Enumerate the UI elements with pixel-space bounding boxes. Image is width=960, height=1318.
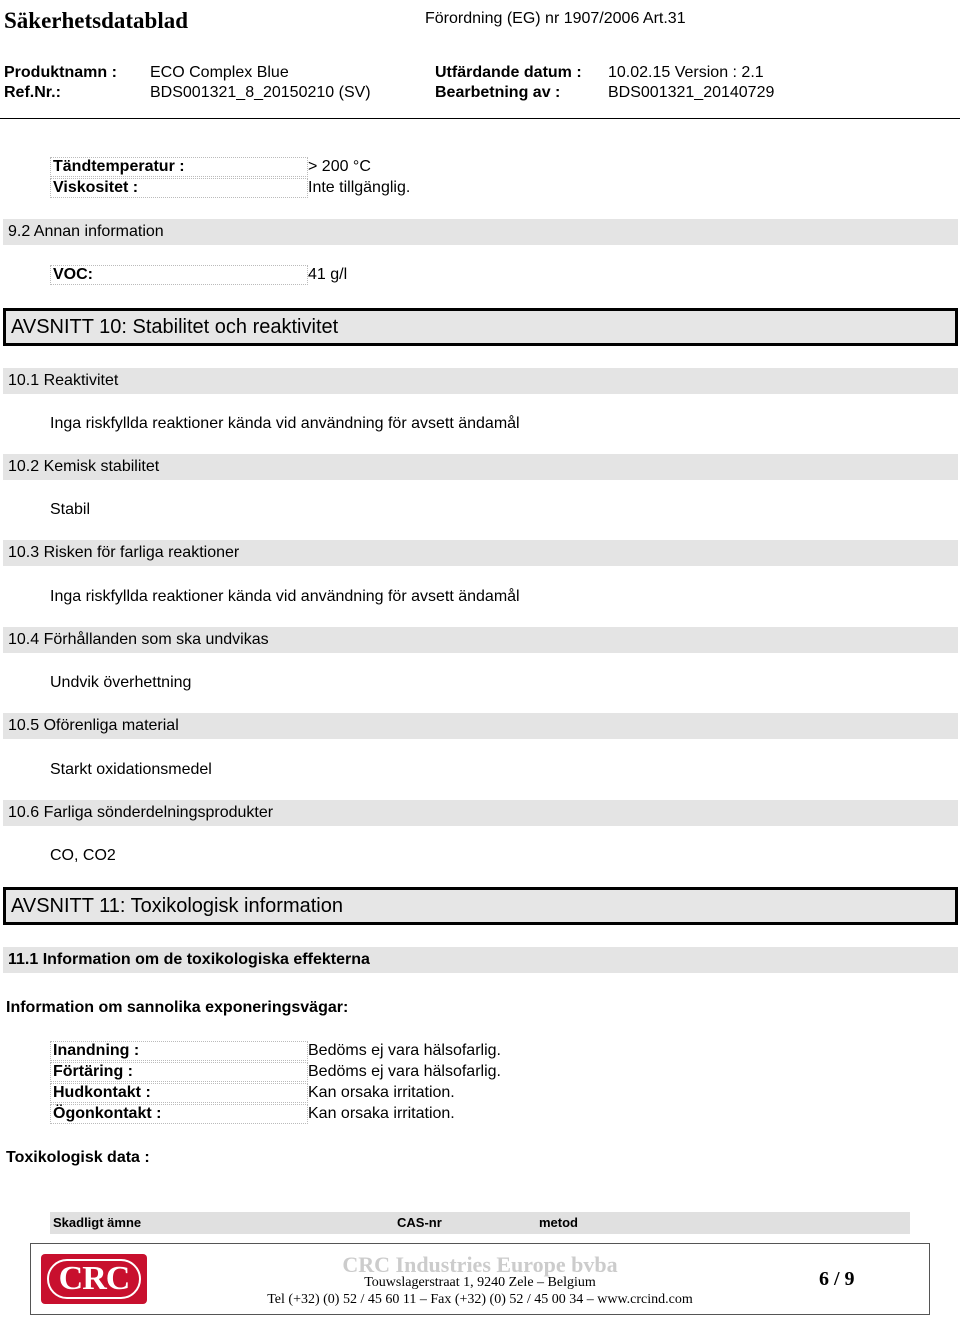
eye-contact-value: Kan orsaka irritation. [308, 1105, 455, 1122]
ingestion-label: Förtäring : [50, 1062, 308, 1082]
subsection-10-2-title: 10.2 Kemisk stabilitet [3, 454, 958, 480]
page-footer [30, 1243, 930, 1315]
regulation-reference: Förordning (EG) nr 1907/2006 Art.31 [425, 10, 686, 27]
eye-contact-label: Ögonkontakt : [50, 1104, 308, 1124]
inhalation-value: Bedöms ej vara hälsofarlig. [308, 1042, 501, 1059]
product-name-label: Produktnamn : [4, 64, 117, 81]
toxicological-data-heading: Toxikologisk data : [6, 1149, 150, 1166]
subsection-10-1-title: 10.1 Reaktivitet [3, 368, 958, 394]
ref-nr-label: Ref.Nr.: [4, 84, 61, 101]
document-title: Säkerhetsdatablad [4, 8, 189, 33]
ignition-temp-label: Tändtemperatur : [50, 157, 308, 177]
ignition-temp-value: > 200 °C [308, 158, 371, 175]
crc-logo: CRC [41, 1254, 147, 1304]
column-header-substance: Skadligt ämne [53, 1215, 142, 1230]
subsection-10-5-title: 10.5 Oförenliga material [3, 713, 958, 739]
subsection-11-1-title: 11.1 Information om de toxikologiska effekterna [3, 947, 958, 973]
section-11-title: AVSNITT 11: Toxikologisk information [3, 887, 958, 925]
toxicology-table-header [50, 1212, 910, 1234]
column-header-cas: CAS-nr [397, 1215, 442, 1230]
viscosity-value: Inte tillgänglig. [308, 179, 411, 196]
subsection-10-3-title: 10.3 Risken för farliga reaktioner [3, 540, 958, 566]
product-name-value: ECO Complex Blue [150, 64, 289, 81]
subsection-10-4-text: Undvik överhettning [50, 674, 192, 691]
inhalation-label: Inandning : [50, 1041, 308, 1061]
subsection-10-6-text: CO, CO2 [50, 847, 116, 864]
ref-nr-value: BDS001321_8_20150210 (SV) [150, 84, 371, 101]
revision-label: Bearbetning av : [435, 84, 561, 101]
subsection-10-1-text: Inga riskfyllda reaktioner kända vid användning för avsett ändamål [50, 415, 520, 432]
skin-contact-value: Kan orsaka irritation. [308, 1084, 455, 1101]
header-divider [0, 118, 960, 119]
viscosity-label: Viskositet : [50, 178, 308, 198]
company-address: Touwslagerstraat 1, 9240 Zele – Belgium [364, 1275, 596, 1290]
section-10-title: AVSNITT 10: Stabilitet och reaktivitet [3, 308, 958, 346]
ingestion-value: Bedöms ej vara hälsofarlig. [308, 1063, 501, 1080]
issue-date-label: Utfärdande datum : [435, 64, 582, 81]
subsection-10-2-text: Stabil [50, 501, 91, 518]
page-number: 6 / 9 [819, 1268, 855, 1290]
revision-value: BDS001321_20140729 [608, 84, 775, 101]
exposure-routes-heading: Information om sannolika exponeringsvägar: [6, 999, 349, 1016]
issue-date-value: 10.02.15 Version : 2.1 [608, 64, 764, 81]
subsection-10-5-text: Starkt oxidationsmedel [50, 761, 212, 778]
voc-value: 41 g/l [308, 266, 348, 283]
column-header-method: metod [539, 1215, 578, 1230]
subsection-9-2-title: 9.2 Annan information [3, 219, 958, 245]
company-contact: Tel (+32) (0) 52 / 45 60 11 – Fax (+32) (0) 52 / 45 00 34 – www.crcind.com [267, 1292, 693, 1307]
subsection-10-3-text: Inga riskfyllda reaktioner kända vid användning för avsett ändamål [50, 588, 520, 605]
skin-contact-label: Hudkontakt : [50, 1083, 308, 1103]
company-name: CRC Industries Europe bvba [342, 1252, 618, 1277]
subsection-10-4-title: 10.4 Förhållanden som ska undvikas [3, 627, 958, 653]
voc-label: VOC: [50, 265, 308, 285]
subsection-10-6-title: 10.6 Farliga sönderdelningsprodukter [3, 800, 958, 826]
